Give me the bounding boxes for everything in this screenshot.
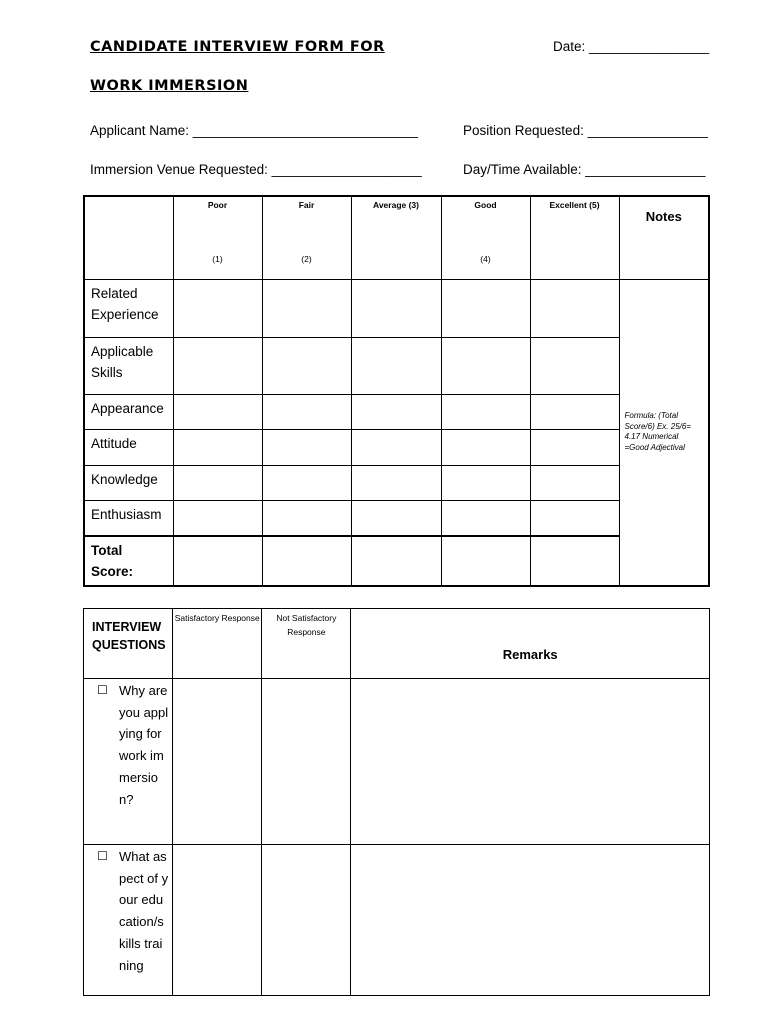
question-row-1	[84, 679, 173, 845]
position-requested-field[interactable]: Position Requested: ________________	[463, 123, 708, 138]
venue-requested-field[interactable]: Immersion Venue Requested: ____________________	[90, 162, 422, 177]
col-good: Good (4)	[441, 196, 530, 279]
rating-cell[interactable]	[441, 465, 530, 500]
rating-cell[interactable]	[173, 429, 262, 465]
total-cell[interactable]	[530, 536, 619, 586]
rating-cell[interactable]	[173, 394, 262, 429]
rating-header-blank	[84, 196, 173, 279]
rating-cell[interactable]	[530, 429, 619, 465]
date-field[interactable]: Date: ________________	[553, 39, 710, 54]
total-score-label: Total Score:	[84, 536, 173, 586]
question-text: What aspect of your education/skills training	[119, 849, 169, 973]
rating-cell[interactable]	[351, 337, 441, 394]
satisfactory-response-header: Satisfactory Response	[173, 609, 262, 679]
total-cell[interactable]	[441, 536, 530, 586]
rating-cell[interactable]	[441, 500, 530, 536]
rating-table	[83, 195, 710, 587]
rating-cell[interactable]	[262, 429, 351, 465]
rating-cell[interactable]	[351, 279, 441, 337]
total-cell[interactable]	[173, 536, 262, 586]
rating-cell[interactable]	[351, 500, 441, 536]
rating-cell[interactable]	[351, 394, 441, 429]
col-poor: Poor (1)	[173, 196, 262, 279]
not-satisfactory-response-header: Not Satisfactory Response	[262, 609, 351, 679]
total-cell[interactable]	[351, 536, 441, 586]
interview-questions-header: INTERVIEW QUESTIONS	[84, 609, 173, 679]
rating-cell[interactable]	[441, 429, 530, 465]
checkbox-icon[interactable]: ☐	[97, 683, 108, 697]
criterion-appearance: Appearance	[84, 394, 173, 429]
rating-cell[interactable]	[351, 465, 441, 500]
not-satisfactory-cell[interactable]	[262, 679, 351, 845]
not-satisfactory-cell[interactable]	[262, 845, 351, 996]
col-fair: Fair (2)	[262, 196, 351, 279]
criterion-applicable-skills: Applicable Skills	[84, 337, 173, 394]
criterion-enthusiasm: Enthusiasm	[84, 500, 173, 536]
day-time-field[interactable]: Day/Time Available: ________________	[463, 162, 706, 177]
rating-cell[interactable]	[262, 465, 351, 500]
applicant-name-field[interactable]: Applicant Name: ______________________________	[90, 123, 419, 138]
criterion-knowledge: Knowledge	[84, 465, 173, 500]
notes-header: Notes	[619, 196, 709, 279]
rating-cell[interactable]	[173, 500, 262, 536]
rating-cell[interactable]	[351, 429, 441, 465]
rating-cell[interactable]	[173, 279, 262, 337]
rating-cell[interactable]	[262, 500, 351, 536]
criterion-attitude: Attitude	[84, 429, 173, 465]
rating-cell[interactable]	[262, 394, 351, 429]
remarks-header: Remarks	[351, 609, 710, 679]
rating-cell[interactable]	[262, 337, 351, 394]
rating-cell[interactable]	[530, 465, 619, 500]
col-average: Average (3)	[351, 196, 441, 279]
question-text: Why are you applying for work immersion?	[119, 683, 169, 807]
satisfactory-cell[interactable]	[173, 679, 262, 845]
rating-cell[interactable]	[441, 279, 530, 337]
satisfactory-cell[interactable]	[173, 845, 262, 996]
question-row-2	[84, 845, 173, 996]
remarks-cell[interactable]	[351, 679, 710, 845]
rating-cell[interactable]	[173, 337, 262, 394]
checkbox-icon[interactable]: ☐	[97, 849, 108, 863]
form-title-line-1: CANDIDATE INTERVIEW FORM FOR	[90, 39, 385, 55]
rating-cell[interactable]	[530, 394, 619, 429]
rating-cell[interactable]	[173, 465, 262, 500]
remarks-cell[interactable]	[351, 845, 710, 996]
rating-cell[interactable]	[441, 337, 530, 394]
rating-cell[interactable]	[530, 337, 619, 394]
interview-questions-table	[83, 608, 710, 996]
col-excellent: Excellent (5)	[530, 196, 619, 279]
rating-cell[interactable]	[530, 279, 619, 337]
criterion-related-experience: Related Experience	[84, 279, 173, 337]
formula-note: Formula: (Total Score/6) Ex. 25/6= 4.17 Numerical =Good Adjectival	[619, 279, 709, 586]
form-title-line-2: WORK IMMERSION	[90, 78, 249, 94]
rating-cell[interactable]	[441, 394, 530, 429]
total-cell[interactable]	[262, 536, 351, 586]
rating-cell[interactable]	[530, 500, 619, 536]
rating-cell[interactable]	[262, 279, 351, 337]
